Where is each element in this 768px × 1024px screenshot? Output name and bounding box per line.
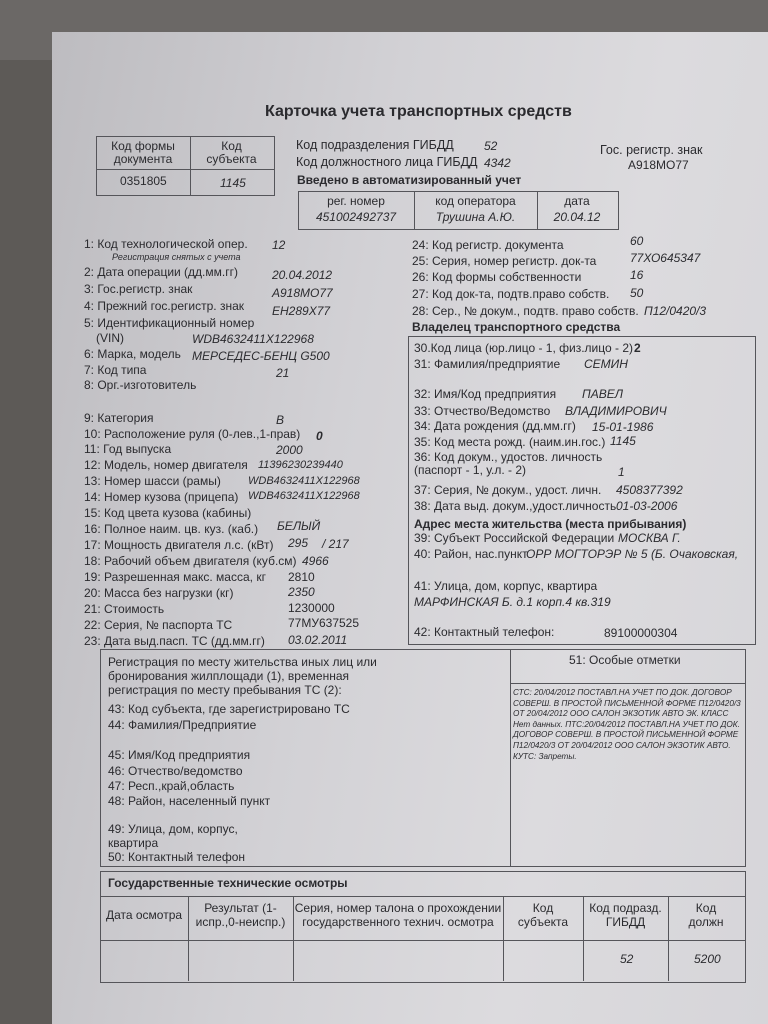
subject-code-value: 1145	[220, 176, 246, 190]
field-33-label: 33: Отчество/Ведомство	[414, 404, 551, 418]
field-1-label: 1: Код технологической опер.	[84, 237, 248, 251]
form-code-value: 0351805	[120, 174, 167, 188]
field-19-value: 2810	[288, 570, 315, 584]
field-8-label: 8: Орг.-изготовитель	[84, 378, 197, 392]
field-43-label: 43: Код субъекта, где зарегистрировано ТС	[108, 702, 350, 716]
field-20-value: 2350	[288, 585, 315, 599]
field-14-value: WDB4632411X122968	[248, 490, 360, 502]
field-45-label: 45: Имя/Код предприятия	[108, 748, 251, 762]
field-35-value: 1145	[610, 434, 636, 448]
field-28-label: 28: Сер., № докум., подтв. право собств.	[412, 304, 639, 318]
field-18-value: 4966	[302, 554, 329, 568]
field-40-label: 40: Район, нас.пункт	[414, 547, 528, 561]
address-heading: Адрес места жительства (места прибывания)	[414, 517, 687, 531]
field-26-label: 26: Код формы собственности	[412, 270, 582, 284]
date-header: дата	[564, 194, 590, 208]
field-34-value: 15-01-1986	[592, 420, 654, 434]
reg-number-header: рег. номер	[327, 194, 385, 208]
division-code-value: 52	[484, 139, 498, 153]
field-40-value: ОРР МОГТОРЭР № 5 (Б. Очаковская,	[526, 547, 739, 561]
field-24-label: 24: Код регистр. документа	[412, 238, 564, 252]
field-15-label: 15: Код цвета кузова (кабины)	[84, 506, 252, 520]
field-10-label: 10: Расположение руля (0-лев.,1-прав)	[84, 427, 301, 441]
inspection-col-official: Код	[695, 901, 717, 915]
field-19-label: 19: Разрешенная макс. масса, кг	[84, 570, 266, 584]
field-5-label: 5: Идентификационный номер	[84, 316, 255, 330]
field-16-label: 16: Полное наим. цв. куз. (каб.)	[84, 522, 259, 536]
field-32-value: ПАВЕЛ	[582, 387, 623, 401]
special-marks-heading: 51: Особые отметки	[569, 653, 681, 667]
inspection-col-result: Результат (1-	[204, 901, 277, 915]
operator-header: код оператора	[435, 194, 516, 208]
field-13-label: 13: Номер шасси (рамы)	[84, 474, 221, 488]
field-7-value: 21	[276, 366, 290, 380]
field-9-label: 9: Категория	[84, 411, 154, 425]
field-38-value: 01-03-2006	[616, 499, 678, 513]
field-50-label: 50: Контактный телефон	[108, 850, 245, 864]
inspection-division-value: 52	[620, 952, 634, 966]
division-code-label: Код подразделения ГИБДД	[296, 138, 454, 152]
field-25-value: 77ХО645347	[630, 251, 701, 265]
field-25-label: 25: Серия, номер регистр. док-та	[412, 254, 597, 268]
field-12-value: 11396230239440	[258, 459, 343, 471]
inspection-heading: Государственные технические осмотры	[108, 876, 348, 890]
field-17-label: 17: Мощность двигателя л.с. (кВт)	[84, 538, 274, 552]
owner-heading: Владелец транспортного средства	[412, 320, 621, 334]
field-23-label: 23: Дата выд.пасп. ТС (дд.мм.гг)	[84, 634, 265, 648]
field-24-value: 60	[630, 234, 644, 248]
field-18-label: 18: Рабочий объем двигателя (куб.см)	[84, 554, 297, 568]
field-22-value: 77МУ637525	[288, 616, 360, 630]
field-3-value: А918МО77	[272, 286, 333, 300]
field-4-label: 4: Прежний гос.регистр. знак	[84, 299, 245, 313]
field-7-label: 7: Код типа	[84, 363, 147, 377]
reg-number-value: 451002492737	[315, 210, 397, 224]
field-42-value: 89100000304	[604, 626, 678, 640]
field-37-label: 37: Серия, № докум., удост. личн.	[414, 483, 602, 497]
plate-label: Гос. регистр. знак	[600, 143, 703, 157]
field-4-value: ЕН289Х77	[272, 304, 331, 318]
field-17-value-kw: / 217	[322, 537, 349, 551]
field-26-value: 16	[630, 268, 644, 282]
field-31-label: 31: Фамилия/предприятие	[414, 357, 561, 371]
field-33-value: ВЛАДИМИРОВИЧ	[565, 404, 667, 418]
inspection-col-date: Дата осмотра	[105, 908, 183, 922]
document-title: Карточка учета транспортных средств	[265, 103, 572, 120]
field-36-value: 1	[618, 465, 625, 479]
field-41-value: МАРФИНСКАЯ Б. д.1 корп.4 кв.319	[414, 595, 611, 609]
field-14-label: 14: Номер кузова (прицепа)	[84, 490, 239, 504]
inspection-official-value: 5200	[694, 952, 721, 966]
field-36-label: 36: Код докум., удостов. личность	[414, 450, 603, 464]
field-9-value: В	[276, 413, 285, 427]
vin-label: (VIN)	[96, 331, 124, 345]
field-10-value: 0	[316, 429, 323, 443]
automated-heading: Введено в автоматизированный учет	[297, 173, 522, 187]
field-44-label: 44: Фамилия/Предприятие	[108, 718, 257, 732]
field-12-label: 12: Модель, номер двигателя	[84, 458, 248, 472]
field-28-value: П12/0420/3	[644, 304, 707, 318]
field-6-label: 6: Марка, модель	[84, 347, 181, 361]
field-13-value: WDB4632411X122968	[248, 475, 360, 487]
field-1-value: 12	[272, 238, 286, 252]
field-11-label: 11: Год выпуска	[84, 442, 172, 456]
inspection-col-subject: Код	[532, 901, 554, 915]
operator-value: Трушина А.Ю.	[435, 210, 516, 224]
field-16-value: БЕЛЫЙ	[277, 519, 321, 533]
vin-value: WDB4632411X122968	[192, 332, 314, 346]
field-11-value: 2000	[276, 443, 303, 457]
field-20-label: 20: Масса без нагрузки (кг)	[84, 586, 234, 600]
registration-intro-3: регистрация по месту пребывания ТС (2):	[108, 683, 342, 697]
field-27-label: 27: Код док-та, подтв.право собств.	[412, 287, 610, 301]
registration-intro-1: Регистрация по месту жительства иных лиц или	[108, 655, 377, 669]
form-code-header: Код формы	[111, 139, 175, 153]
field-1-note: Регистрация снятых с учета	[112, 252, 241, 262]
field-48-label: 48: Район, населенный пункт	[108, 794, 271, 808]
field-31-value: СЕМИН	[584, 357, 628, 371]
field-2-value: 20.04.2012	[272, 268, 333, 282]
field-42-label: 42: Контактный телефон:	[414, 625, 555, 639]
official-code-label: Код должностного лица ГИБДД	[296, 155, 478, 169]
field-32-label: 32: Имя/Код предприятия	[414, 387, 557, 401]
field-46-label: 46: Отчество/ведомство	[108, 764, 243, 778]
field-30-label: 30.Код лица (юр.лицо - 1, физ.лицо - 2)	[414, 341, 633, 355]
field-21-label: 21: Стоимость	[84, 602, 165, 616]
inspection-col-division: Код подразд.	[589, 901, 662, 915]
field-39-value: МОСКВА Г.	[618, 531, 681, 545]
field-23-value: 03.02.2011	[288, 633, 348, 647]
subject-code-header: Код	[221, 139, 242, 153]
field-49-label: 49: Улица, дом, корпус,	[108, 822, 238, 836]
field-30-value: 2	[634, 341, 641, 355]
plate-value: А918МО77	[628, 158, 689, 172]
field-22-label: 22: Серия, № паспорта ТС	[84, 618, 233, 632]
field-17-value: 295	[288, 536, 309, 550]
field-41-label: 41: Улица, дом, корпус, квартира	[414, 579, 598, 593]
field-27-value: 50	[630, 286, 644, 300]
field-37-value: 4508377392	[616, 483, 683, 497]
date-value: 20.04.12	[553, 210, 601, 224]
registration-intro-2: бронирования жилплощади (1), временная	[108, 669, 350, 683]
field-35-label: 35: Код места рожд. (наим.ин.гос.)	[414, 435, 606, 449]
field-47-label: 47: Респ.,край,область	[108, 779, 235, 793]
official-code-value: 4342	[484, 156, 511, 170]
field-38-label: 38: Дата выд. докум.,удост.личность	[414, 499, 617, 513]
field-21-value: 1230000	[288, 601, 335, 615]
field-49-label-2: квартира	[108, 836, 159, 850]
inspection-col-ticket: Серия, номер талона о прохождении	[294, 901, 502, 915]
field-3-label: 3: Гос.регистр. знак	[84, 282, 193, 296]
field-6-value: МЕРСЕДЕС-БЕНЦ G500	[192, 349, 330, 363]
field-39-label: 39: Субъект Российской Федерации	[414, 531, 615, 545]
special-marks-text: СТС: 20/04/2012 ПОСТАВЛ.НА УЧЕТ ПО ДОК. ДОГОВОР СОВЕРШ. В ПРОСТОЙ ПИСЬМЕННОЙ ФОРМЕ П12/0420/3 ОТ 20/04/2012 ООО САЛОН ЭКЗОТИК АВТО ЭК. КЛАСС Нет данных. ПТС:20/04/2012 ПОСТАВЛ.НА УЧЕТ ПО ДОК. ДОГОВОР СОВЕРШ. В ПРОСТОЙ ПИСЬМЕННОЙ ФОРМЕ П12/0420/3 ОТ 20/04/2012 ООО САЛОН ЭКЗОТИК АВТО. КУТС: Запреты.	[513, 688, 741, 761]
field-2-label: 2: Дата операции (дд.мм.гг)	[84, 265, 238, 279]
field-36-note: (паспорт - 1, у.л. - 2)	[414, 463, 527, 477]
field-34-label: 34: Дата рождения (дд.мм.гг)	[414, 419, 576, 433]
